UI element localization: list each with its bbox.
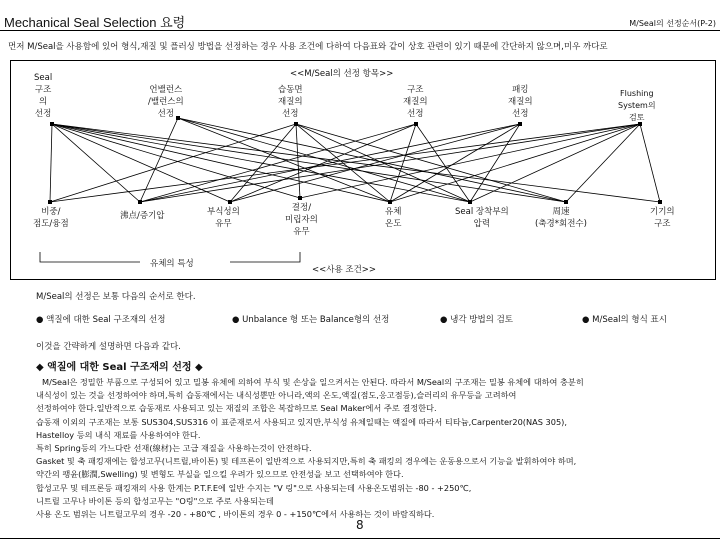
- step-2-label: Unbalance 형 또는 Balance형의 선정: [242, 315, 390, 325]
- connector-node: [468, 200, 472, 204]
- connector-node: [294, 122, 298, 126]
- connector-node: [564, 200, 568, 204]
- step-1-label: 액질에 대한 Seal 구조재의 선정: [46, 315, 166, 325]
- paragraph-line: 습동재 이외의 구조재는 보통 SUS304,SUS316 이 표준재로서 사용되고 있지만,부식성 유체일때는 액질에 따라서 티타늄,Carpenter20(NAS 305),: [36, 416, 567, 427]
- paragraph-line: 사용 온도 범위는 니트릴고무의 경우 -20 - +80℃ , 바이톤의 경우 0 - +150℃에서 사용하는 것이 바람직하다.: [36, 509, 435, 520]
- paragraph-line: 합성고무 및 테프론등 패킹재의 사용 한계는 P.T.F.E에 일반 수지는 "V 링"으로 사용되는데 사용온도범위는 -80 - +250℃,: [36, 482, 472, 493]
- condition-corrosion: 부식성의 유무: [207, 207, 240, 229]
- selection-balance: 언밸런스 /밸런스의 선정: [148, 85, 184, 119]
- condition-boiling-vapor: 沸点/증기압: [120, 211, 165, 221]
- order-title: M/Seal의 선정은 보통 다음의 순서로 한다.: [36, 292, 196, 302]
- step-4-label: M/Seal의 형식 표시: [592, 315, 667, 325]
- connector-node: [138, 200, 142, 204]
- fluid-properties-label: 유체의 특성: [150, 259, 194, 269]
- connector-node: [414, 122, 418, 126]
- paragraph-line: Hastelloy 등의 내식 재료를 사용하여야 한다.: [36, 429, 201, 440]
- relation-line: [178, 118, 390, 202]
- connector-node: [48, 200, 52, 204]
- page-reference: M/Seal의 선정순서(P-2): [629, 19, 716, 28]
- relation-line: [52, 124, 390, 202]
- step-3: ● 냉각 방법의 검토: [440, 315, 514, 325]
- footer-divider: [0, 538, 720, 539]
- relation-line: [390, 124, 416, 202]
- relation-line: [300, 124, 640, 198]
- selection-structure-material: 구조 재질의 선정: [403, 85, 428, 119]
- paragraph-line: Gasket 및 축 패킹재에는 합성고무(니트릴,바이톤) 및 테프론이 일반적으로 사용되지만,특히 축 패킹의 경우에는 운동용으로서 기능을 발휘하여야 하며,: [36, 456, 577, 467]
- paragraph-line: 내식성이 있는 것을 선정하여야 하며,특히 습동재에서는 내식성뿐만 아니라,액의 온도,액질(점도,응고점등),슬러리의 유무등을 고려하여: [36, 390, 517, 401]
- condition-temperature: 유체 온도: [385, 207, 402, 229]
- condition-crystal: 결정/ 미립자의 유무: [285, 203, 318, 237]
- relation-line: [140, 124, 520, 202]
- paragraph-line: 선정하여야 한다.일반적으로 습동재로 사용되고 있는 재질의 조합은 복잡하므로 Seal Maker에서 주로 결정한다.: [36, 403, 437, 414]
- relation-line: [140, 124, 640, 202]
- selection-packing-material: 패킹 재질의 선정: [508, 85, 533, 119]
- condition-machine: 기기의 구조: [650, 207, 675, 229]
- section-heading: ◆ 액질에 대한 Seal 구조재의 선정 ◆: [36, 362, 203, 373]
- relation-line: [390, 124, 520, 202]
- relation-line: [52, 124, 300, 198]
- relation-line: [50, 124, 52, 202]
- step-3-label: 냉각 방법의 검토: [450, 315, 514, 325]
- step-1: ● 액질에 대한 Seal 구조재의 선정: [36, 315, 166, 325]
- relation-line: [52, 124, 660, 202]
- order-description: 이것을 간략하게 설명하면 다음과 같다.: [36, 342, 181, 352]
- selection-sliding-material: 습동면 재질의 선정: [278, 85, 303, 119]
- intro-text: 먼저 M/Seal을 사용함에 있어 형식,재질 및 플러싱 방법을 선정하는 경우 사용 조건에 다하여 다음표와 같이 상호 관련이 있기 때문에 간단하지 않으며,미우 까다로: [8, 42, 608, 52]
- section-paragraph: [36, 376, 584, 521]
- selection-items-title: <<M/Seal의 선정 항목>>: [290, 69, 394, 79]
- selection-seal-structure: Seal 구조 의 선정: [34, 73, 53, 119]
- relation-line: [470, 124, 640, 202]
- paragraph-line: M/Seal은 정밀한 부품으로 구성되어 있고 밀봉 유체에 의하여 부식 및 손상을 일으켜서는 안된다. 따라서 M/Seal의 구조재는 밀봉 유체에 대하여 충분히: [42, 377, 584, 387]
- connector-node: [228, 200, 232, 204]
- connector-node: [298, 196, 302, 200]
- condition-speed: 周速 (축경*회전수): [535, 207, 587, 229]
- connector-node: [388, 200, 392, 204]
- condition-specific-gravity: 비중/ 점도/융점: [33, 207, 69, 229]
- relation-line: [52, 124, 566, 202]
- page-title: Mechanical Seal Selection 요령: [4, 15, 186, 30]
- usage-conditions-title: <<사용 조건>>: [312, 265, 377, 275]
- condition-pressure: Seal 장착부의 압력: [455, 207, 509, 229]
- page-number: 8: [356, 518, 364, 532]
- relation-line: [50, 124, 640, 202]
- step-4: ● M/Seal의 형식 표시: [582, 315, 667, 325]
- relation-line: [640, 124, 660, 202]
- connector-node: [658, 200, 662, 204]
- paragraph-line: 특히 Spring등의 가느다란 선재(線材)는 고급 재질을 사용하는것이 안전하다.: [36, 443, 312, 454]
- paragraph-line: 약간의 팽윤(膨潤,Swelling) 및 변형도 부실을 일으킬 우려가 있으므로 안전성을 보고 선택하여야 한다.: [36, 469, 404, 480]
- connector-node: [518, 122, 522, 126]
- connector-node: [50, 122, 54, 126]
- relation-line: [178, 118, 566, 202]
- step-2: ● Unbalance 형 또는 Balance형의 선정: [232, 315, 390, 325]
- paragraph-line: 니트릴 고무나 바이톤 등의 합성고무는 "O링"으로 주로 사용되는데: [36, 495, 274, 506]
- selection-flushing: Flushing System의 검토: [618, 89, 656, 122]
